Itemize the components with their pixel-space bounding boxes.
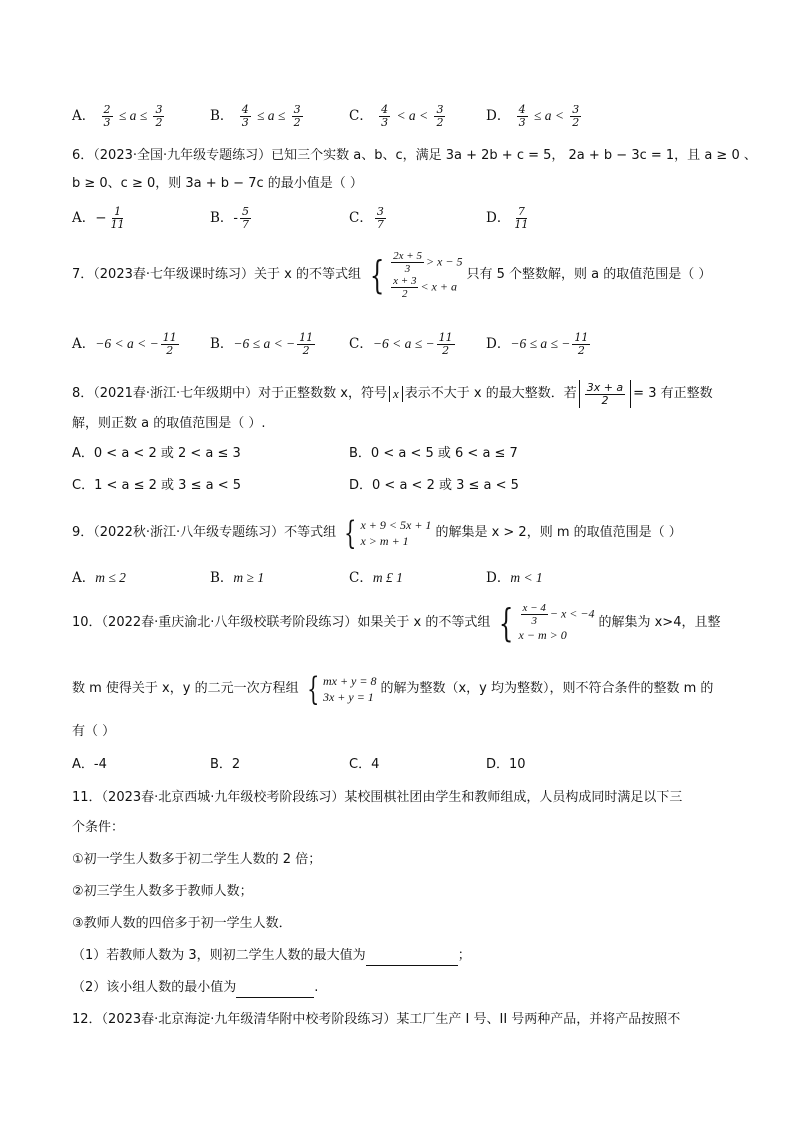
option-text: −6 < a ≤ − <box>372 336 435 351</box>
option-label: A． <box>72 108 96 124</box>
q5-option-a <box>72 104 166 129</box>
numerator: 3 <box>436 103 444 116</box>
denominator: 3 <box>381 116 389 129</box>
q11-condition-2: ②初三学生人数多于教师人数； <box>72 884 253 899</box>
option-label: D． <box>486 210 511 226</box>
denominator: 2 <box>155 116 163 129</box>
q7-option-a <box>72 332 181 357</box>
q11-sub2-text: （2）该小组人数的最小值为 <box>72 980 237 995</box>
q11-stem-line2: 个条件： <box>72 820 125 835</box>
q9-option-d <box>486 568 543 588</box>
q9-prefix: 9．（2022秋·浙江·八年级专题练习）不等式组 <box>72 525 337 540</box>
option-label: D． <box>486 757 510 772</box>
option-label: A． <box>72 570 96 586</box>
fraction <box>109 206 127 231</box>
fraction <box>292 104 303 129</box>
option-text: ≤ a < <box>533 108 564 123</box>
fraction <box>391 250 424 275</box>
q5-option-b <box>210 104 305 129</box>
option-label: D． <box>486 108 511 124</box>
option-text: −6 < a < − <box>95 336 159 351</box>
numerator: 3 <box>572 103 580 116</box>
numerator: 3x + a <box>586 380 624 394</box>
fraction <box>161 332 179 357</box>
q6-stem-line1: 6．（2023·全国·九年级专题练习）已知三个实数 a、b、c，满足 3a + 2b + c = 5， 2a + b − 3c = 1，且 a ≥ 0 、 <box>72 148 757 163</box>
numerator: 3 <box>155 103 163 116</box>
denominator: 2 <box>572 116 580 129</box>
q7-prefix: 7．（2023春·七年级课时练习）关于 x 的不等式组 <box>72 267 361 282</box>
numerator: 11 <box>438 331 453 344</box>
option-text: -4 <box>93 757 107 772</box>
answer-blank[interactable] <box>366 951 458 966</box>
q10-option-a <box>72 755 107 775</box>
option-text: m ≥ 1 <box>233 570 265 585</box>
option-label: B． <box>210 570 234 586</box>
numerator: x + 3 <box>393 275 417 287</box>
q10-prefix: 10．（2022春·重庆渝北·八年级校联考阶段练习）如果关于 x 的不等式组 <box>72 614 491 630</box>
option-sign: - <box>233 210 238 226</box>
option-label: A． <box>72 757 94 772</box>
option-text: 4 <box>371 757 380 772</box>
fraction <box>153 104 164 129</box>
q12-stem-line1: 12．（2023春·北京海淀·九年级清华附中校考阶段练习）某工厂生产 I 号、II 号两种产品，并将产品按照不 <box>72 1012 681 1027</box>
brace-icon: { <box>499 600 514 645</box>
denominator: 7 <box>241 218 249 231</box>
q11-sub1-end: ； <box>457 948 471 963</box>
option-label: C． <box>349 757 372 772</box>
q11-sub2 <box>72 978 318 998</box>
q5-option-d <box>486 104 583 129</box>
option-label: D． <box>349 478 373 493</box>
numerator: 11 <box>574 331 589 344</box>
option-text: m £ 1 <box>372 570 403 585</box>
numerator: 5 <box>241 205 249 218</box>
numerator: 1 <box>114 205 122 218</box>
option-label: B． <box>349 446 371 461</box>
option-label: D． <box>486 336 511 352</box>
fraction <box>517 104 528 129</box>
q6-option-c <box>349 206 388 231</box>
system-row: x − m > 0 <box>518 628 567 642</box>
q10-stem-line1 <box>72 602 720 643</box>
fraction <box>512 206 530 231</box>
system-row: 3x + y = 1 <box>322 690 374 704</box>
inequality-system <box>340 514 431 552</box>
numerator: 7 <box>517 205 525 218</box>
denominator: 2 <box>402 288 408 300</box>
answer-blank[interactable] <box>236 983 314 998</box>
q8-text-d: = 3 有正整数 <box>633 386 713 401</box>
system-row <box>389 275 462 300</box>
q8-option-a <box>72 444 241 464</box>
q8-stem-line2: 解，则正数 a 的取值范围是（ ）. <box>72 416 266 431</box>
q6-option-d <box>486 206 532 231</box>
q7-option-c <box>349 332 457 357</box>
denominator: 2 <box>601 393 609 407</box>
q10-stem-line3: 有（ ） <box>72 724 116 739</box>
system-rows <box>360 517 431 549</box>
q7-suffix: 只有 5 个整数解，则 a 的取值范围是（ ） <box>466 267 712 282</box>
q9-suffix: 的解集是 x > 2，则 m 的取值范围是（ ） <box>435 525 682 540</box>
q8-option-b <box>349 444 518 464</box>
denominator: 2 <box>293 116 301 129</box>
q11-sub1 <box>72 946 471 966</box>
numerator: 2 <box>103 103 111 116</box>
q9-option-c <box>349 568 403 588</box>
fraction <box>434 104 445 129</box>
option-text: −6 ≤ a ≤ − <box>510 336 571 351</box>
system-rows <box>323 673 377 705</box>
option-label: D． <box>486 570 511 586</box>
option-text: 0 < a < 5 或 6 < a ≤ 7 <box>370 446 518 461</box>
q10-suffix: 的解集为 x>4，且整 <box>598 614 721 630</box>
fraction <box>437 332 455 357</box>
denominator: 3 <box>531 615 537 627</box>
denominator: 2 <box>577 344 585 357</box>
option-label: B． <box>210 210 234 226</box>
q6-stem-line2: b ≥ 0、c ≥ 0，则 3a + b − 7c 的最小值是（ ） <box>72 176 363 191</box>
q7-stem <box>72 250 711 300</box>
floor-bracket-fraction <box>579 380 631 408</box>
denominator: 3 <box>518 116 526 129</box>
option-label: C． <box>72 478 95 493</box>
q10-option-d <box>486 755 526 775</box>
numerator: 4 <box>241 103 249 116</box>
system-rows <box>519 602 595 643</box>
denominator: 3 <box>241 116 249 129</box>
numerator: 4 <box>518 103 526 116</box>
option-text: ≤ a ≤ <box>257 108 286 123</box>
q8-option-c <box>72 476 241 496</box>
system-row: mx + y = 8 <box>322 674 377 688</box>
numerator: 4 <box>381 103 389 116</box>
q10-stem-line2 <box>72 670 713 708</box>
q9-option-b <box>210 568 264 588</box>
system-row: x + 9 < 5x + 1 <box>360 518 432 532</box>
system-row: x > m + 1 <box>360 534 409 548</box>
row-text: < x + a <box>420 279 457 294</box>
option-text: 2 <box>231 757 241 772</box>
denominator: 11 <box>110 218 125 231</box>
fraction <box>297 332 315 357</box>
brace-icon: { <box>369 253 385 297</box>
q10-line2-suffix: 的解为整数（x，y 均为整数），则不符合条件的整数 m 的 <box>380 681 714 696</box>
option-label: C． <box>349 570 373 586</box>
denominator: 2 <box>166 344 174 357</box>
option-text: m < 1 <box>510 570 543 585</box>
option-text: m ≤ 2 <box>95 570 126 585</box>
q11-stem-line1: 11．（2023春·北京西城·九年级校考阶段练习）某校围棋社团由学生和教师组成，人员构成同时满足以下三 <box>72 790 683 805</box>
fraction <box>572 332 590 357</box>
option-text: ≤ a ≤ <box>118 108 148 123</box>
option-label: C． <box>349 108 373 124</box>
q10-line2-prefix: 数 m 使得关于 x，y 的二元一次方程组 <box>72 681 299 696</box>
fraction <box>240 206 251 231</box>
q11-condition-3: ③教师人数的四倍多于初一学生人数． <box>72 916 292 931</box>
option-label: B． <box>210 108 234 124</box>
q10-option-b <box>210 755 240 775</box>
q5-option-c <box>349 104 447 129</box>
q11-sub1-text: （1）若教师人数为 3，则初二学生人数的最大值为 <box>72 948 366 963</box>
option-text: 0 < a < 2 或 2 < a ≤ 3 <box>93 446 241 461</box>
option-label: A． <box>72 446 94 461</box>
numerator: 11 <box>162 331 177 344</box>
q6-option-b <box>210 206 253 231</box>
option-text: 10 <box>509 757 526 772</box>
fraction <box>240 104 251 129</box>
fraction <box>102 104 113 129</box>
numerator: 2x + 5 <box>393 250 422 262</box>
fraction <box>391 275 418 300</box>
option-label: A． <box>72 210 96 226</box>
brace-icon: { <box>344 514 357 552</box>
q8-text-c: 表示不大于 x 的最大整数．若 <box>404 386 577 401</box>
q7-option-b <box>210 332 317 357</box>
q9-option-a <box>72 568 126 588</box>
q8-stem-line1 <box>72 380 713 408</box>
fraction <box>585 382 625 407</box>
q9-stem <box>72 514 682 552</box>
q11-sub2-end: . <box>314 980 319 995</box>
denominator: 2 <box>302 344 310 357</box>
equation-system <box>303 670 377 708</box>
q6-option-a <box>72 206 129 231</box>
brace-icon: { <box>306 670 319 708</box>
fraction <box>521 602 548 627</box>
row-text: > x − 5 <box>425 254 463 269</box>
q7-option-d <box>486 332 592 357</box>
option-label: A． <box>72 336 96 352</box>
floor-bracket: x <box>389 386 403 402</box>
q8-text-a: 8．（2021春·浙江·七年级期中）对于正整数数 x，符号 <box>72 386 387 401</box>
system-row <box>389 250 462 275</box>
denominator: 3 <box>404 263 411 275</box>
fraction <box>379 104 390 129</box>
system-rows <box>389 250 462 300</box>
numerator: 11 <box>299 331 314 344</box>
denominator: 3 <box>103 116 111 129</box>
fraction <box>375 206 386 231</box>
option-text: 0 < a < 2 或 3 ≤ a < 5 <box>372 478 519 493</box>
system-row <box>519 602 595 627</box>
q10-option-c <box>349 755 379 775</box>
option-label: B． <box>210 336 234 352</box>
row-text: − x < −4 <box>549 606 595 621</box>
option-sign: − <box>95 210 107 226</box>
option-text: < a < <box>396 108 429 123</box>
option-text: 1 < a ≤ 2 或 3 ≤ a < 5 <box>94 478 241 493</box>
option-text: −6 ≤ a < − <box>233 336 296 351</box>
denominator: 2 <box>436 116 444 129</box>
inequality-system <box>494 602 594 643</box>
denominator: 11 <box>514 218 529 231</box>
inequality-system <box>365 250 463 300</box>
q8-option-d <box>349 476 519 496</box>
option-label: B． <box>210 757 232 772</box>
q11-condition-1: ①初一学生人数多于初二学生人数的 2 倍； <box>72 852 322 867</box>
numerator: 3 <box>376 205 384 218</box>
numerator: 3 <box>293 103 301 116</box>
numerator: x − 4 <box>522 602 546 614</box>
denominator: 2 <box>442 344 450 357</box>
denominator: 7 <box>376 218 384 231</box>
option-label: C． <box>349 336 373 352</box>
option-label: C． <box>349 210 373 226</box>
fraction <box>570 104 581 129</box>
